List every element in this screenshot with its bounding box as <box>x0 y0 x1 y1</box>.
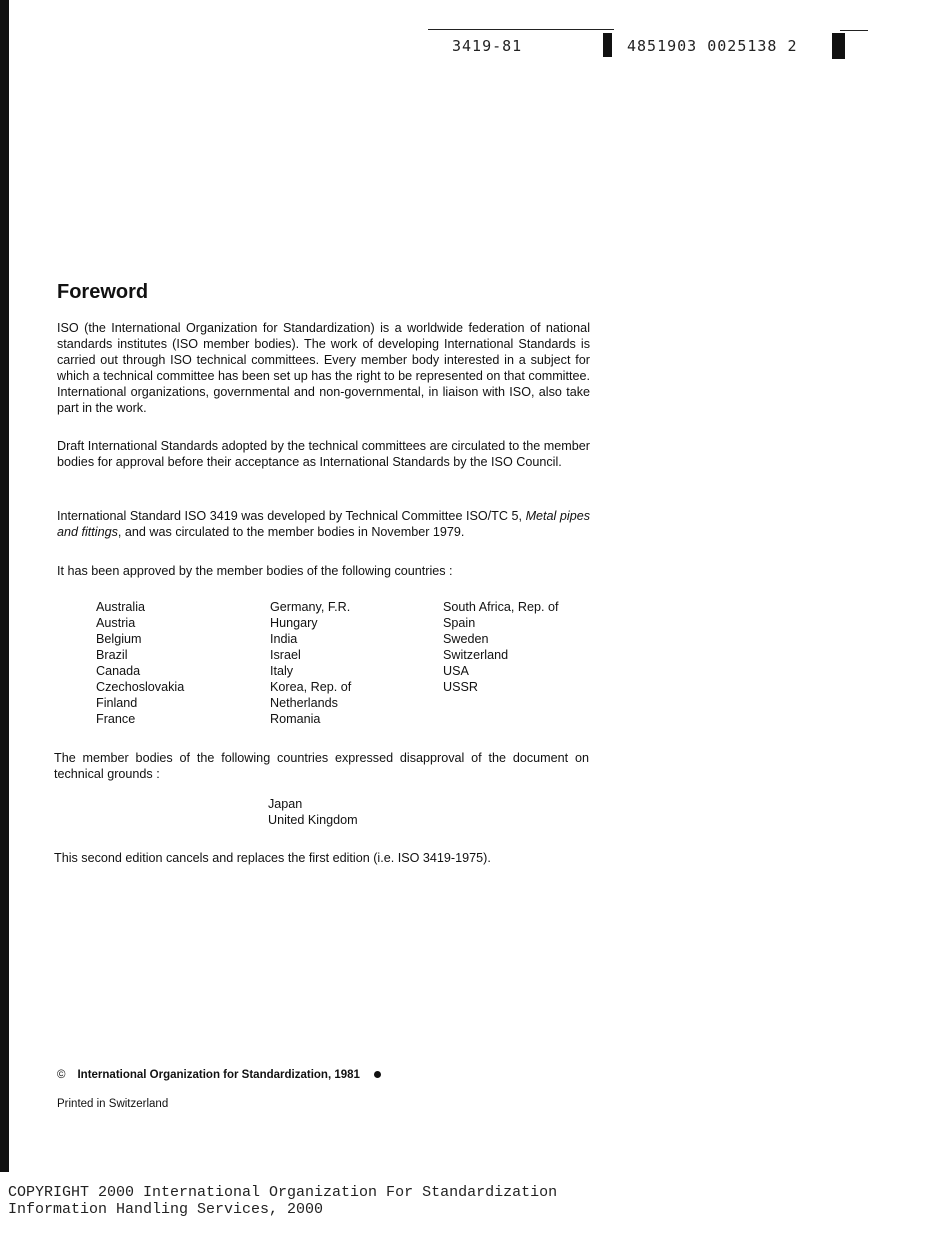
list-item: France <box>96 712 136 726</box>
copyright-footer <box>8 1184 557 1218</box>
list-item: Israel <box>270 648 301 662</box>
header-rule <box>428 29 614 30</box>
list-item: Sweden <box>443 632 489 646</box>
paragraph-approval: It has been approved by the member bodies of the following countries : <box>57 564 453 578</box>
list-item: USA <box>443 664 469 678</box>
list-item: Czechoslovakia <box>96 680 185 694</box>
committee-title: Metal pipes and fittings <box>57 509 591 539</box>
bullet-icon <box>374 1071 381 1078</box>
document-code: 3419-81 <box>452 37 523 55</box>
list-item: USSR <box>443 680 478 694</box>
paragraph-iso-intro: ISO (the International Organization for Standardization) is a worldwide federation of national standards institutes (ISO member bodies). The work of developing International Standards is carried out through ISO technical committees. Every member body interested in a subject for which a technical committee has been set up has the right to be represented on that committee. International organizations, governmental and non-governmental, in liaison with ISO, also take part in the work. <box>57 321 590 415</box>
list-item: Hungary <box>270 616 318 630</box>
header-marker-right <box>832 33 845 59</box>
list-item: Italy <box>270 664 294 678</box>
scan-edge-bar <box>0 0 9 1172</box>
list-item: Australia <box>96 600 145 614</box>
list-item: Finland <box>96 696 138 710</box>
list-item: Austria <box>96 616 136 630</box>
list-item: Germany, F.R. <box>270 600 351 614</box>
list-item: United Kingdom <box>268 813 358 827</box>
list-item: South Africa, Rep. of <box>443 600 559 614</box>
list-item: Netherlands <box>270 696 338 710</box>
printed-in: Printed in Switzerland <box>57 1098 169 1110</box>
approved-countries-column-2 <box>270 599 351 727</box>
paragraph-disapproval: The member bodies of the following countries expressed disapproval of the document on technical grounds : <box>54 751 589 781</box>
footer-line-1: COPYRIGHT 2000 International Organization For Standardization <box>8 1184 558 1201</box>
list-item: Belgium <box>96 632 142 646</box>
copyright-icon: © <box>57 1069 66 1081</box>
list-item: Brazil <box>96 648 128 662</box>
development-text-end: , and was circulated to the member bodies in November 1979. <box>117 525 465 539</box>
disapproving-countries <box>268 796 358 828</box>
list-item: Korea, Rep. of <box>270 680 352 694</box>
list-item: Switzerland <box>443 648 509 662</box>
copyright-text: International Organization for Standardization, 1981 <box>77 1069 360 1081</box>
list-item: India <box>270 632 298 646</box>
copyright-notice <box>57 1069 381 1081</box>
approved-countries-column-1 <box>96 599 184 727</box>
list-item: Spain <box>443 616 476 630</box>
footer-line-2: Information Handling Services, 2000 <box>8 1201 324 1218</box>
paragraph-draft-standards: Draft International Standards adopted by the technical committees are circulated to the member bodies for approval before their acceptance as International Standards by the ISO Council. <box>57 439 590 469</box>
paragraph-development <box>57 508 590 540</box>
list-item: Romania <box>270 712 321 726</box>
development-text-start: International Standard ISO 3419 was developed by Technical Committee ISO/TC 5, <box>57 509 526 523</box>
list-item: Japan <box>268 797 303 811</box>
paragraph-edition: This second edition cancels and replaces the first edition (i.e. ISO 3419-1975). <box>54 851 491 865</box>
approved-countries-column-3 <box>443 599 559 695</box>
header-marker <box>603 33 612 57</box>
page-title: Foreword <box>57 281 149 303</box>
header-rule-right <box>840 30 868 31</box>
barcode-number: 4851903 0025138 2 <box>627 37 798 55</box>
list-item: Canada <box>96 664 141 678</box>
